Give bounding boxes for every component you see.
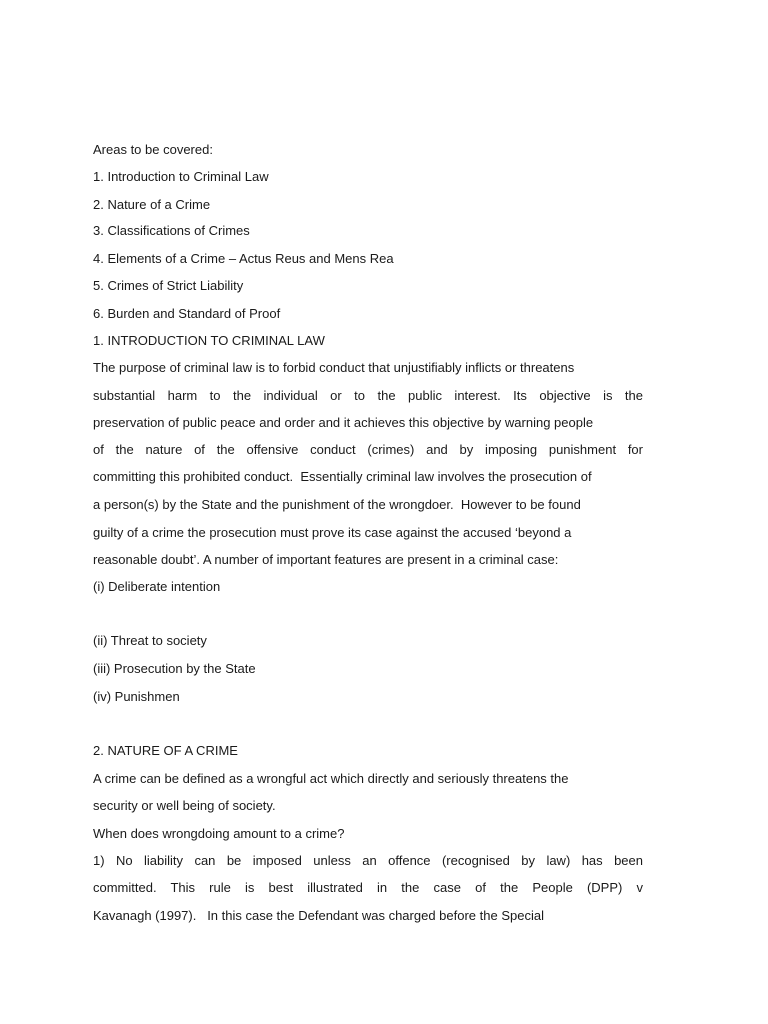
- document-line: 1) No liability can be imposed unless an offence (recognised by law) has been: [93, 853, 643, 868]
- document-line: 3. Classifications of Crimes: [93, 223, 250, 238]
- document-line: substantial harm to the individual or to the public interest. Its objective is the: [93, 388, 643, 403]
- document-line: (ii) Threat to society: [93, 633, 207, 648]
- document-line: Kavanagh (1997). In this case the Defendant was charged before the Special: [93, 908, 544, 923]
- document-line: (i) Deliberate intention: [93, 579, 221, 594]
- document-line: (iv) Punishmen: [93, 689, 180, 704]
- document-line: When does wrongdoing amount to a crime?: [93, 826, 345, 841]
- document-line: committing this prohibited conduct. Essentially criminal law involves the prosecution of: [93, 469, 592, 484]
- document-line: Areas to be covered:: [93, 142, 213, 157]
- document-line: 6. Burden and Standard of Proof: [93, 306, 281, 321]
- document-line: preservation of public peace and order and it achieves this objective by warning people: [93, 415, 594, 430]
- document-line: (iii) Prosecution by the State: [93, 661, 256, 676]
- document-line: committed. This rule is best illustrated in the case of the People (DPP) v: [93, 880, 643, 895]
- document-line: a person(s) by the State and the punishment of the wrongdoer. However to be found: [93, 497, 581, 512]
- document-line: 4. Elements of a Crime – Actus Reus and Mens Rea: [93, 251, 394, 266]
- document-line: of the nature of the offensive conduct (crimes) and by imposing punishment for: [93, 442, 643, 457]
- document-line: 2. NATURE OF A CRIME: [93, 743, 238, 758]
- document-line: 2. Nature of a Crime: [93, 197, 211, 212]
- document-line: guilty of a crime the prosecution must prove its case against the accused ‘beyond a: [93, 525, 572, 540]
- document-line: 1. Introduction to Criminal Law: [93, 169, 269, 184]
- document-line: 1. INTRODUCTION TO CRIMINAL LAW: [93, 333, 325, 348]
- document-line: reasonable doubt’. A number of important features are present in a criminal case:: [93, 552, 559, 567]
- document-line: The purpose of criminal law is to forbid conduct that unjustifiably inflicts or threatens: [93, 360, 575, 375]
- document-line: 5. Crimes of Strict Liability: [93, 278, 244, 293]
- document-line: security or well being of society.: [93, 798, 276, 813]
- document-line: A crime can be defined as a wrongful act which directly and seriously threatens the: [93, 771, 569, 786]
